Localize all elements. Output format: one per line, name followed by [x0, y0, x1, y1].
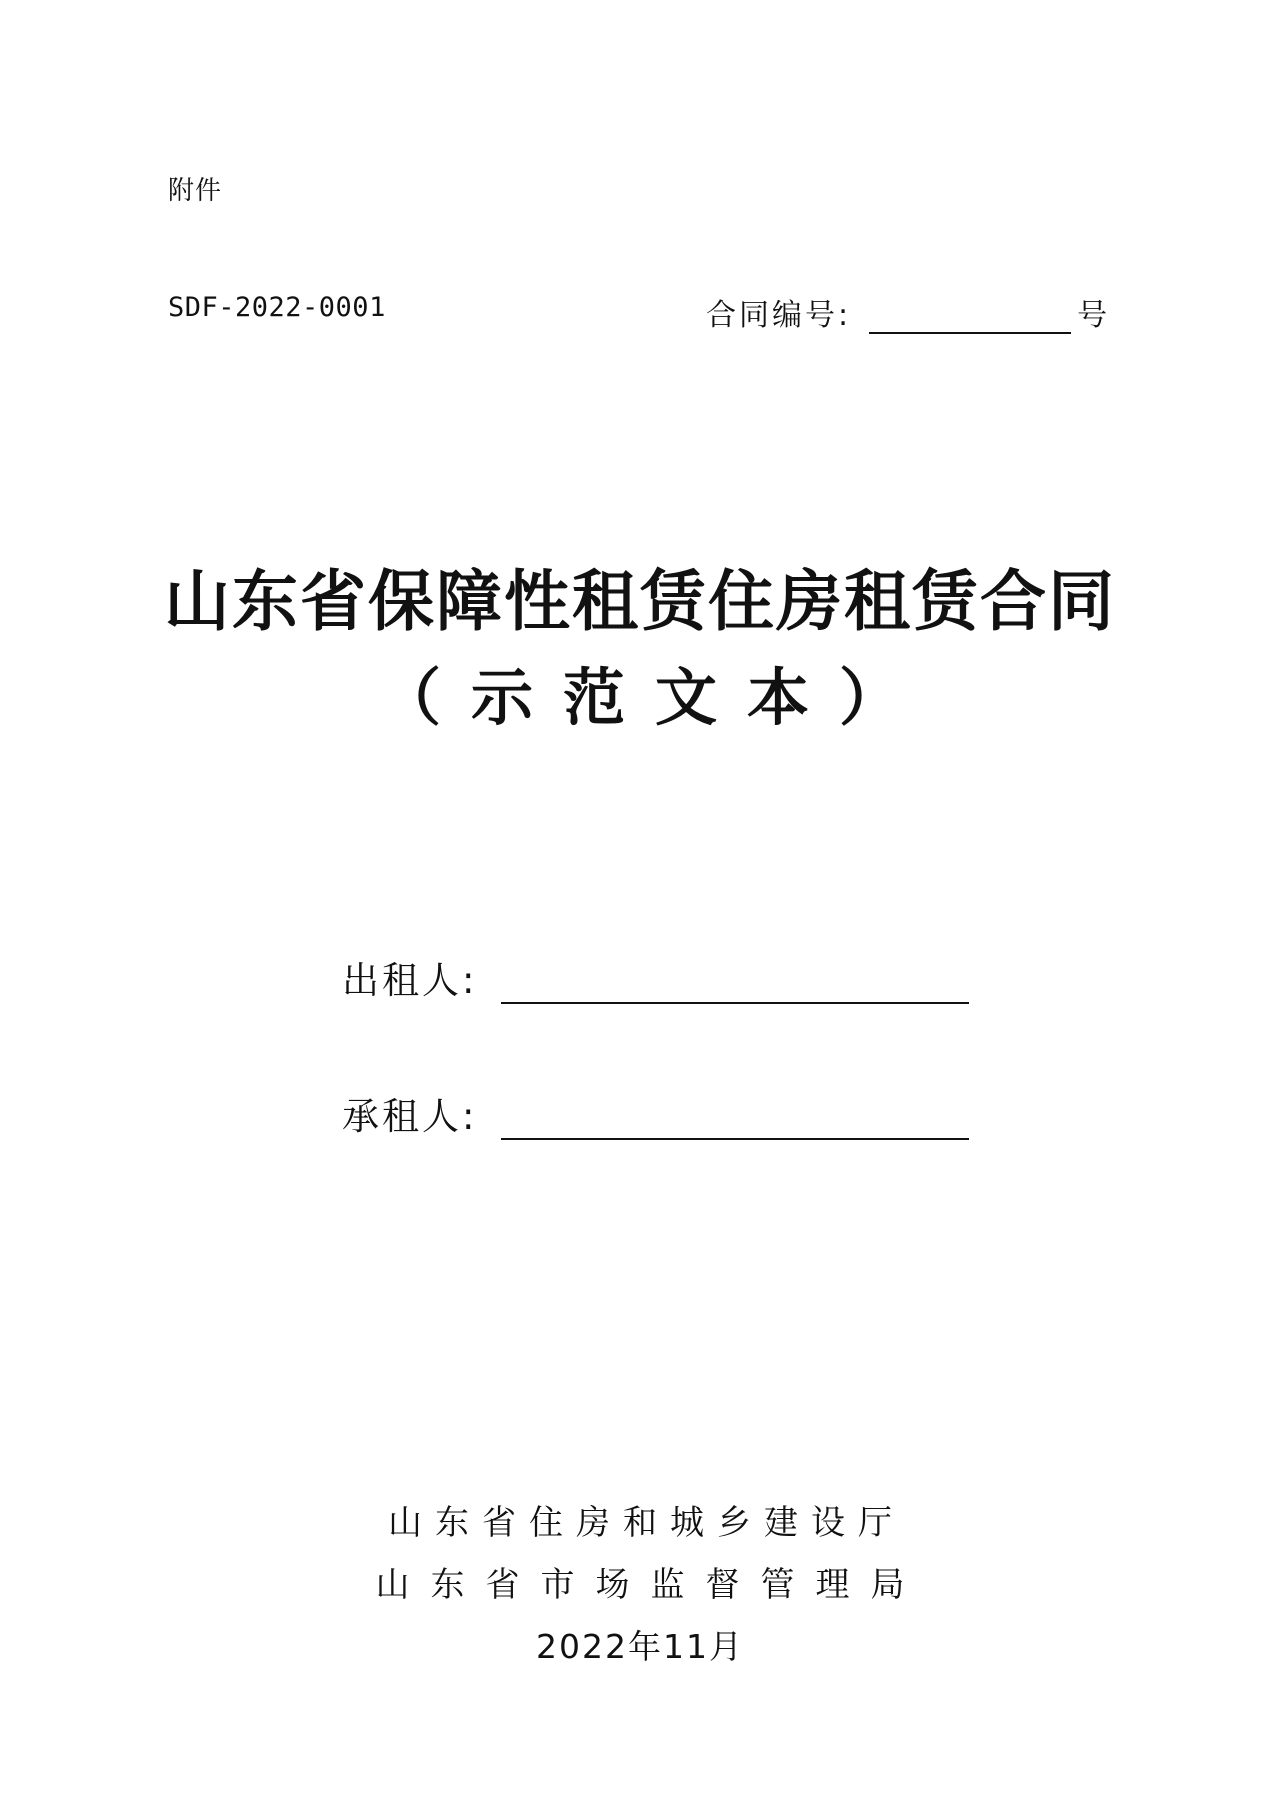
- issue-date: 2022年11月: [536, 1627, 744, 1666]
- landlord-label: 出租人:: [342, 959, 478, 1002]
- issuer-housing-department: 山东省住房和城乡建设厅: [388, 1503, 905, 1543]
- document-code: SDF-2022-0001: [168, 292, 386, 323]
- contract-number-suffix: 号: [1077, 298, 1111, 333]
- document-title: 山东省保障性租赁住房租赁合同: [164, 562, 1116, 640]
- attachment-label: 附件: [168, 176, 223, 206]
- tenant-row: [342, 1086, 969, 1140]
- tenant-field[interactable]: [501, 1096, 969, 1140]
- contract-number-field[interactable]: [869, 298, 1071, 334]
- landlord-field[interactable]: [501, 960, 969, 1004]
- contract-number-label: 合同编号:: [706, 298, 852, 333]
- issuer-market-supervision: 山东省市场监督管理局: [375, 1565, 926, 1605]
- tenant-label: 承租人:: [342, 1095, 478, 1138]
- contract-number-row: [706, 290, 1110, 334]
- document-subtitle: （示范文本）: [378, 661, 931, 734]
- landlord-row: [342, 950, 969, 1004]
